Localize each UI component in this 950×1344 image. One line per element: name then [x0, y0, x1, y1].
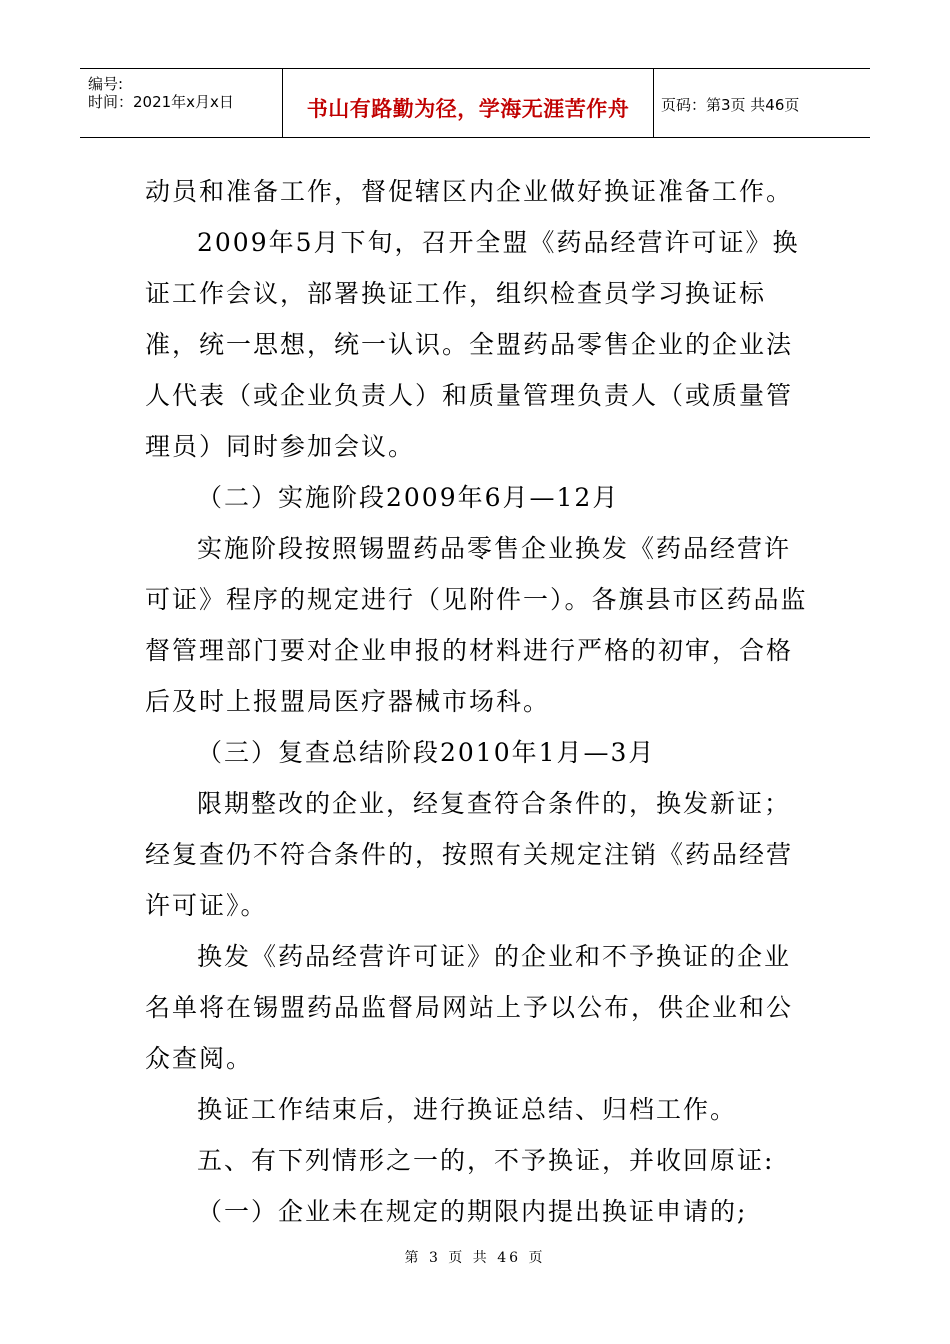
- document-body: [145, 166, 810, 1237]
- header-page-info: 页码：第3页 共46页: [661, 96, 800, 114]
- paragraph: 实施阶段按照锡盟药品零售企业换发《药品经营许可证》程序的规定进行（见附件一）。各旗县市区药品监督管理部门要对企业申报的材料进行严格的初审，合格后及时上报盟局医疗器械市场科。: [145, 534, 808, 716]
- paragraph: 换证工作结束后，进行换证总结、归档工作。: [197, 1095, 738, 1124]
- list-item: （一）企业未在规定的期限内提出换证申请的;: [197, 1197, 748, 1226]
- paragraph: 动员和准备工作，督促辖区内企业做好换证准备工作。: [145, 177, 794, 206]
- document-code-label: 编号:: [88, 75, 124, 93]
- header-meta-cell: [80, 69, 282, 137]
- paragraph: 换发《药品经营许可证》的企业和不予换证的企业名单将在锡盟药品监督局网站上予以公布，供企业和公众查阅。: [145, 942, 794, 1073]
- header-motto: 书山有路勤为径，学海无涯苦作舟: [306, 97, 630, 121]
- section-heading: （三）复查总结阶段2010年1月—3月: [197, 738, 656, 767]
- header-motto-cell: [282, 69, 654, 137]
- section-heading: 五、有下列情形之一的，不予换证，并收回原证:: [197, 1146, 775, 1175]
- page-header: [80, 68, 870, 138]
- section-heading: （二）实施阶段2009年6月—12月: [197, 483, 620, 512]
- paragraph: 2009年5月下旬，召开全盟《药品经营许可证》换证工作会议，部署换证工作，组织检查员学习换证标准，统一思想，统一认识。全盟药品零售企业的企业法人代表（或企业负责人）和质量管理负责人（或质量管理员）同时参加会议。: [145, 228, 800, 461]
- header-page-cell: [653, 69, 870, 137]
- document-date: 时间：2021年x月x日: [88, 93, 234, 111]
- page-footer: 第 3 页 共 46 页: [404, 1250, 546, 1266]
- paragraph: 限期整改的企业，经复查符合条件的，换发新证；经复查仍不符合条件的，按照有关规定注销《药品经营许可证》。: [145, 789, 794, 920]
